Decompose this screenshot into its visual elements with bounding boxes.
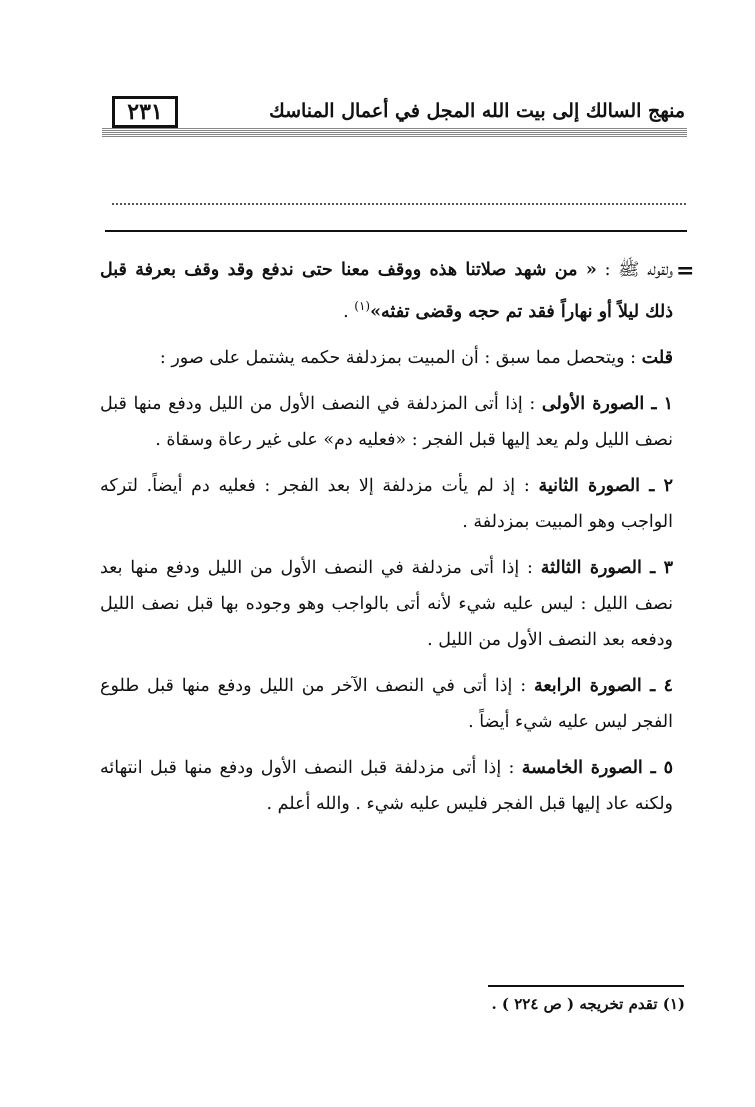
hadith-text: « من شهد صلاتنا هذه ووقف معنا حتى ندفع وقد وقف بعرفة قبل ذلك ليلاً أو نهاراً فقد تم حجه وقضى تفثه» bbox=[100, 260, 673, 322]
dotted-separator bbox=[112, 203, 686, 205]
case-label: ٥ ـ الصورة الخامسة bbox=[521, 757, 673, 778]
intro-end: . bbox=[343, 301, 355, 322]
conclusion-label: قلت bbox=[641, 347, 673, 368]
conclusion-paragraph bbox=[100, 340, 673, 376]
case-item bbox=[100, 668, 673, 740]
intro-paragraph bbox=[100, 252, 673, 330]
intro-prefix: ولقوله ﷺ : bbox=[596, 260, 673, 280]
case-text: : إذ لم يأت مزدلفة إلا بعد الفجر : فعليه دم أيضاً. لتركه الواجب وهو المبيت بمزدلفة . bbox=[100, 475, 673, 532]
case-label: ٣ ـ الصورة الثالثة bbox=[540, 557, 673, 578]
case-text: : إذا أتى مزدلفة في النصف الأول من الليل ودفع منها بعد نصف الليل : ليس عليه شيء لأنه أتى بالواجب وهو وجوده بها قبل نصف الليل ودفعه بعد النصف الأول من الليل . bbox=[100, 557, 673, 650]
case-item bbox=[100, 468, 673, 540]
case-label: ٢ ـ الصورة الثانية bbox=[538, 475, 673, 496]
header-rule bbox=[102, 128, 687, 138]
page-number: ٢٣١ bbox=[127, 99, 163, 125]
case-label: ٤ ـ الصورة الرابعة bbox=[533, 675, 673, 696]
running-header-title: منهج السالك إلى بيت الله المجل في أعمال المناسك bbox=[269, 100, 685, 122]
case-text: : إذا أتى في النصف الآخر من الليل ودفع منها قبل طلوع الفجر ليس عليه شيء أيضاً . bbox=[100, 675, 673, 732]
conclusion-text: : ويتحصل مما سبق : أن المبيت بمزدلفة حكمه يشتمل على صور : bbox=[159, 347, 642, 368]
footnote-ref[interactable]: (١) bbox=[354, 299, 371, 313]
section-rule bbox=[105, 230, 687, 232]
case-item bbox=[100, 750, 673, 822]
case-label: ١ ـ الصورة الأولى bbox=[541, 393, 673, 414]
page-number-box bbox=[112, 96, 178, 128]
case-item bbox=[100, 386, 673, 458]
case-item bbox=[100, 550, 673, 658]
continuation-mark: = bbox=[676, 258, 695, 284]
footnote-rule bbox=[488, 985, 684, 987]
case-text: : إذا أتى مزدلفة قبل النصف الأول ودفع منها قبل انتهائه ولكنه عاد إليها قبل الفجر فليس عليه شيء . والله أعلم . bbox=[100, 757, 673, 814]
footnote: (١) تقدم تخريجه ( ص ٢٢٤ ) . bbox=[491, 995, 685, 1013]
case-text: : إذا أتى المزدلفة في النصف الأول من الليل ودفع منها قبل نصف الليل ولم يعد إليها قبل الفجر : «فعليه دم» على غير رعاة وسقاة . bbox=[100, 393, 673, 450]
main-text bbox=[100, 252, 673, 832]
